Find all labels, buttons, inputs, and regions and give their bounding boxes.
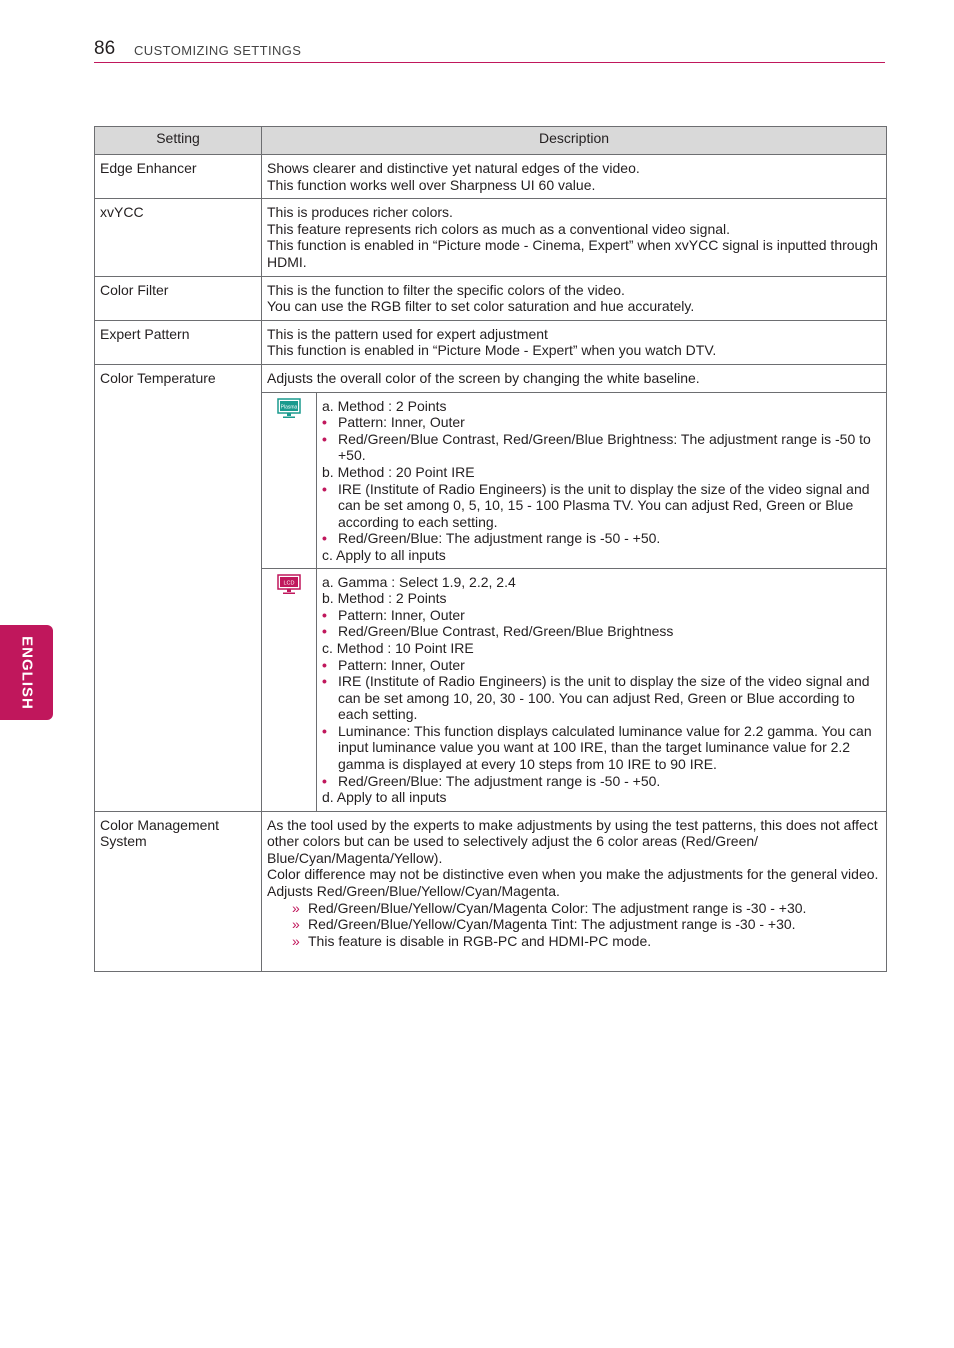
list-item bbox=[322, 657, 882, 674]
section-title: CUSTOMIZING SETTINGS bbox=[134, 43, 302, 58]
table-row bbox=[95, 199, 887, 276]
bullet-icon: • bbox=[322, 414, 327, 431]
menu-term: Expert bbox=[532, 342, 573, 359]
list-item bbox=[322, 623, 882, 640]
list-item bbox=[292, 916, 881, 933]
description-line: Color difference may not be distinctive even when you make the adjustments for the general video. bbox=[267, 866, 879, 883]
list-item-text: Red/Green/Blue/Yellow/Cyan/Magenta Color: The adjustment range is -30 - +30. bbox=[308, 899, 807, 916]
bullet-icon: • bbox=[322, 430, 327, 447]
text-fragment: ” when bbox=[628, 237, 675, 254]
list-item bbox=[292, 933, 881, 950]
description-line bbox=[267, 342, 881, 359]
table-row bbox=[95, 276, 887, 320]
text-fragment: ” when you watch DTV. bbox=[572, 342, 717, 359]
list-item-text: Red/Green/Blue: The adjustment range is -50 - +50. bbox=[338, 772, 661, 789]
bullet-list bbox=[322, 657, 882, 790]
lcd-tv-icon bbox=[277, 580, 301, 599]
description-edge-enhancer bbox=[262, 155, 887, 199]
bullet-list bbox=[322, 481, 882, 547]
setting-xvycc: xvYCC bbox=[95, 199, 262, 276]
description-line: This is the function to filter the specific colors of the video. bbox=[267, 281, 625, 298]
language-tab bbox=[0, 625, 53, 720]
setting-color-filter: Color Filter bbox=[95, 276, 262, 320]
list-item-text: Red/Green/Blue: The adjustment range is -50 - +50. bbox=[338, 530, 661, 547]
lcd-icon-label: LCD bbox=[283, 580, 295, 587]
page-number: 86 bbox=[94, 38, 116, 59]
chevron-right-icon: » bbox=[292, 932, 300, 949]
bullet-icon: • bbox=[322, 480, 327, 497]
menu-term: Cinema bbox=[532, 237, 581, 254]
method-line: d. Apply to all inputs bbox=[322, 789, 447, 806]
bullet-icon: • bbox=[322, 656, 327, 673]
bullet-icon: • bbox=[322, 722, 327, 739]
lcd-settings bbox=[317, 568, 887, 811]
text-fragment: This function is enabled in “ bbox=[267, 342, 438, 359]
setting-color-management-system: Color Management System bbox=[95, 811, 262, 971]
setting-edge-enhancer: Edge Enhancer bbox=[95, 155, 262, 199]
list-item-text: Luminance: This function displays calculated luminance value for 2.2 gamma. You can input luminance value you want at 100 IRE, than the target luminance value for 2.2 gamma is displayed at every 10 steps from 10 IRE to 90 IRE. bbox=[338, 722, 872, 773]
list-item bbox=[322, 431, 882, 464]
lcd-icon-cell bbox=[262, 568, 317, 811]
menu-term: Expert bbox=[588, 237, 629, 254]
bullet-list bbox=[322, 414, 882, 464]
list-item-text: Pattern: Inner, Outer bbox=[338, 414, 465, 431]
list-item bbox=[322, 414, 882, 431]
text-fragment: , bbox=[580, 237, 589, 254]
list-item-text: IRE (Institute of Radio Engineers) is the unit to display the size of the video signal and can be set among 10, 20, 30 - 100. You can adjust Red, Green or Blue according to each setting. bbox=[338, 673, 870, 723]
description-color-temperature: Adjusts the overall color of the screen by changing the white baseline. bbox=[262, 364, 887, 392]
method-line: c. Apply to all inputs bbox=[322, 546, 446, 563]
page-header bbox=[94, 36, 885, 63]
list-item-text: Red/Green/Blue Contrast, Red/Green/Blue Brightness: The adjustment range is -50 to +50. bbox=[338, 430, 871, 464]
bullet-icon: • bbox=[322, 673, 327, 690]
description-line: This function works well over Sharpness UI 60 value. bbox=[267, 176, 596, 193]
table-row bbox=[95, 155, 887, 199]
list-item-text: Pattern: Inner, Outer bbox=[338, 606, 465, 623]
bullet-icon: • bbox=[322, 530, 327, 547]
description-line: This is the pattern used for expert adjustment bbox=[267, 325, 548, 342]
menu-term: Picture mode bbox=[437, 237, 520, 254]
description-color-filter bbox=[262, 276, 887, 320]
method-line: a. Method : 2 Points bbox=[322, 397, 447, 414]
bullet-icon: • bbox=[322, 772, 327, 789]
list-item bbox=[292, 900, 881, 917]
description-color-management-system bbox=[262, 811, 887, 971]
setting-expert-pattern: Expert Pattern bbox=[95, 320, 262, 364]
table-header-row bbox=[95, 127, 887, 155]
list-item-text: This feature is disable in RGB-PC and HDMI-PC mode. bbox=[308, 932, 652, 949]
method-line: b. Method : 20 Point IRE bbox=[322, 463, 475, 480]
description-line: As the tool used by the experts to make adjustments by using the test patterns, this does not affect other colors but can be used to selectively adjust the 6 color areas (Red/Green/ Blue/Cyan/Magenta/Yellow). bbox=[267, 816, 878, 866]
list-item bbox=[322, 723, 882, 773]
column-header-setting: Setting bbox=[95, 127, 262, 155]
list-item-text: Red/Green/Blue/Yellow/Cyan/Magenta Tint: The adjustment range is -30 - +30. bbox=[308, 916, 796, 933]
plasma-icon-cell bbox=[262, 392, 317, 568]
description-line: Shows clearer and distinctive yet natural edges of the video. bbox=[267, 160, 640, 176]
list-item bbox=[322, 530, 882, 547]
list-item-text: IRE (Institute of Radio Engineers) is the unit to display the size of the video signal and can be set among 0, 5, 10, 15 - 100 Plasma TV. You can adjust Red, Green or Blue according to each setting. bbox=[338, 480, 870, 530]
table-row bbox=[95, 811, 887, 971]
description-expert-pattern bbox=[262, 320, 887, 364]
plasma-tv-icon bbox=[277, 404, 301, 423]
list-item-text: Pattern: Inner, Outer bbox=[338, 656, 465, 673]
table-row bbox=[95, 320, 887, 364]
method-line: c. Method : 10 Point IRE bbox=[322, 639, 474, 656]
method-line: b. Method : 2 Points bbox=[322, 590, 447, 607]
list-item-text: Red/Green/Blue Contrast, Red/Green/Blue Brightness bbox=[338, 623, 674, 640]
method-line: a. Gamma : Select 1.9, 2.2, 2.4 bbox=[322, 573, 516, 590]
description-line: This is produces richer colors. bbox=[267, 204, 453, 221]
text-fragment: - bbox=[519, 237, 533, 254]
list-item bbox=[322, 607, 882, 624]
description-line: You can use the RGB filter to set color saturation and hue accurately. bbox=[267, 298, 695, 315]
list-item bbox=[322, 773, 882, 790]
description-line: Adjusts Red/Green/Blue/Yellow/Cyan/Magenta. bbox=[267, 882, 560, 899]
chevron-right-icon: » bbox=[292, 899, 300, 916]
description-xvycc bbox=[262, 199, 887, 276]
settings-table bbox=[94, 126, 887, 972]
column-header-description: Description bbox=[262, 127, 887, 155]
table-row bbox=[95, 364, 887, 392]
list-item bbox=[322, 673, 882, 723]
chevron-right-icon: » bbox=[292, 916, 300, 933]
plasma-icon-label: Plasma bbox=[280, 404, 298, 411]
text-fragment: - bbox=[519, 342, 533, 359]
description-line bbox=[267, 237, 881, 270]
chevron-list bbox=[267, 900, 881, 950]
list-item bbox=[322, 481, 882, 531]
text-fragment: signal is inputted through HDMI. bbox=[267, 237, 878, 270]
description-line: This feature represents rich colors as much as a conventional video signal. bbox=[267, 220, 731, 237]
setting-color-temperature: Color Temperature bbox=[95, 364, 262, 811]
bullet-icon: • bbox=[322, 606, 327, 623]
menu-term: xvYCC bbox=[674, 237, 719, 254]
menu-term: Picture Mode bbox=[437, 342, 520, 359]
language-tab-label: ENGLISH bbox=[18, 635, 35, 710]
bullet-list bbox=[322, 607, 882, 640]
bullet-icon: • bbox=[322, 623, 327, 640]
text-fragment: This function is enabled in “ bbox=[267, 237, 438, 254]
plasma-settings bbox=[317, 392, 887, 568]
